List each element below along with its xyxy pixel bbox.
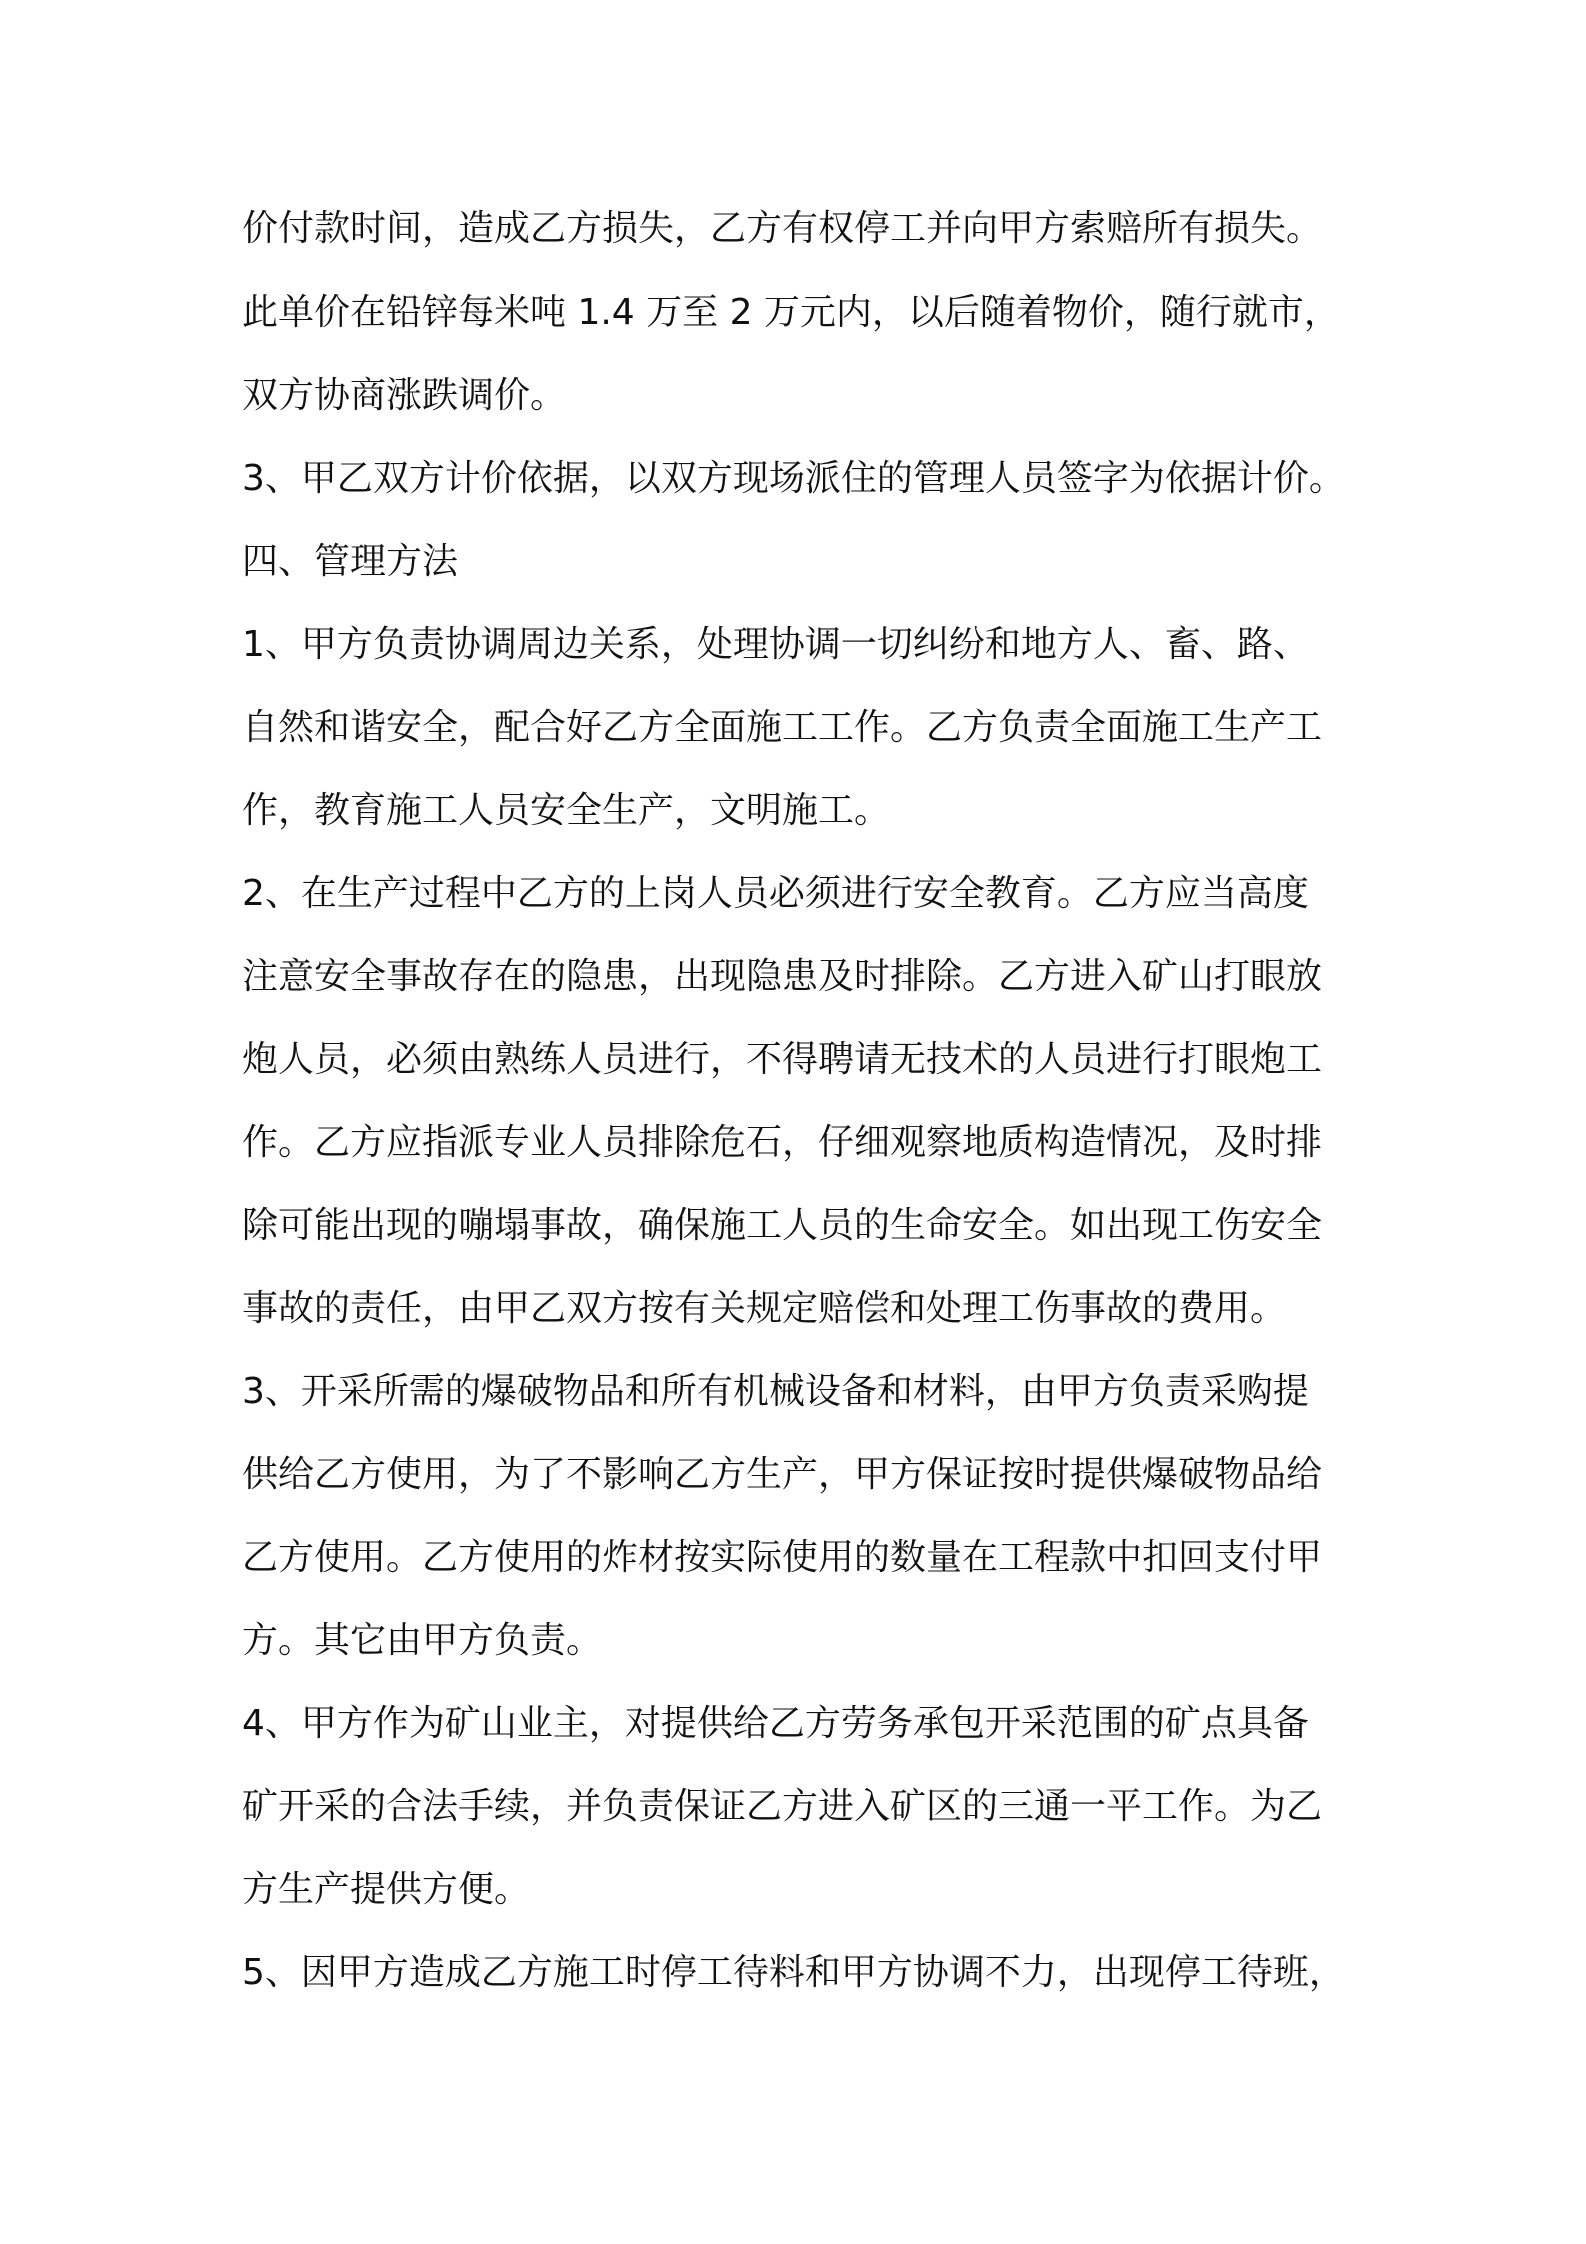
section-heading: 四、管理方法 <box>242 541 459 582</box>
text-line: 1、甲方负责协调周边关系，处理协调一切纠纷和地方人、畜、路、 <box>242 624 1309 665</box>
text-line: 3、开采所需的爆破物品和所有机械设备和材料，由甲方负责采购提 <box>242 1371 1309 1412</box>
text-line: 4、甲方作为矿山业主，对提供给乙方劳务承包开采范围的矿点具备 <box>242 1703 1309 1744</box>
text-line: 炮人员，必须由熟练人员进行，不得聘请无技术的人员进行打眼炮工 <box>242 1039 1323 1080</box>
text-line: 除可能出现的嘣塌事故，确保施工人员的生命安全。如出现工伤安全 <box>242 1205 1323 1246</box>
text-line: 矿开采的合法手续，并负责保证乙方进入矿区的三通一平工作。为乙 <box>242 1786 1323 1827</box>
text-line: 3、甲乙双方计价依据，以双方现场派住的管理人员签字为依据计价。 <box>242 458 1345 499</box>
text-line: 乙方使用。乙方使用的炸材按实际使用的数量在工程款中扣回支付甲 <box>242 1537 1323 1578</box>
text-line: 价付款时间，造成乙方损失，乙方有权停工并向甲方索赔所有损失。 <box>242 208 1323 249</box>
text-line: 事故的责任，由甲乙双方按有关规定赔偿和处理工伤事故的费用。 <box>242 1288 1287 1329</box>
text-line: 自然和谐安全，配合好乙方全面施工工作。乙方负责全面施工生产工 <box>242 707 1323 748</box>
text-line: 注意安全事故存在的隐患，出现隐患及时排除。乙方进入矿山打眼放 <box>242 956 1323 997</box>
text-line: 方生产提供方便。 <box>242 1869 531 1910</box>
text-line: 作。乙方应指派专业人员排除危石，仔细观察地质构造情况，及时排 <box>242 1122 1323 1163</box>
text-line: 方。其它由甲方负责。 <box>242 1620 603 1661</box>
text-line: 2、在生产过程中乙方的上岗人员必须进行安全教育。乙方应当高度 <box>242 873 1309 914</box>
text-line: 供给乙方使用，为了不影响乙方生产，甲方保证按时提供爆破物品给 <box>242 1454 1323 1495</box>
text-line: 5、因甲方造成乙方施工时停工待料和甲方协调不力，出现停工待班， <box>242 1952 1345 1993</box>
text-line: 双方协商涨跌调价。 <box>242 375 567 416</box>
text-line: 此单价在铅锌每米吨 1.4 万至 2 万元内，以后随着物价，随行就市， <box>242 292 1340 333</box>
text-line: 作，教育施工人员安全生产，文明施工。 <box>242 790 891 831</box>
